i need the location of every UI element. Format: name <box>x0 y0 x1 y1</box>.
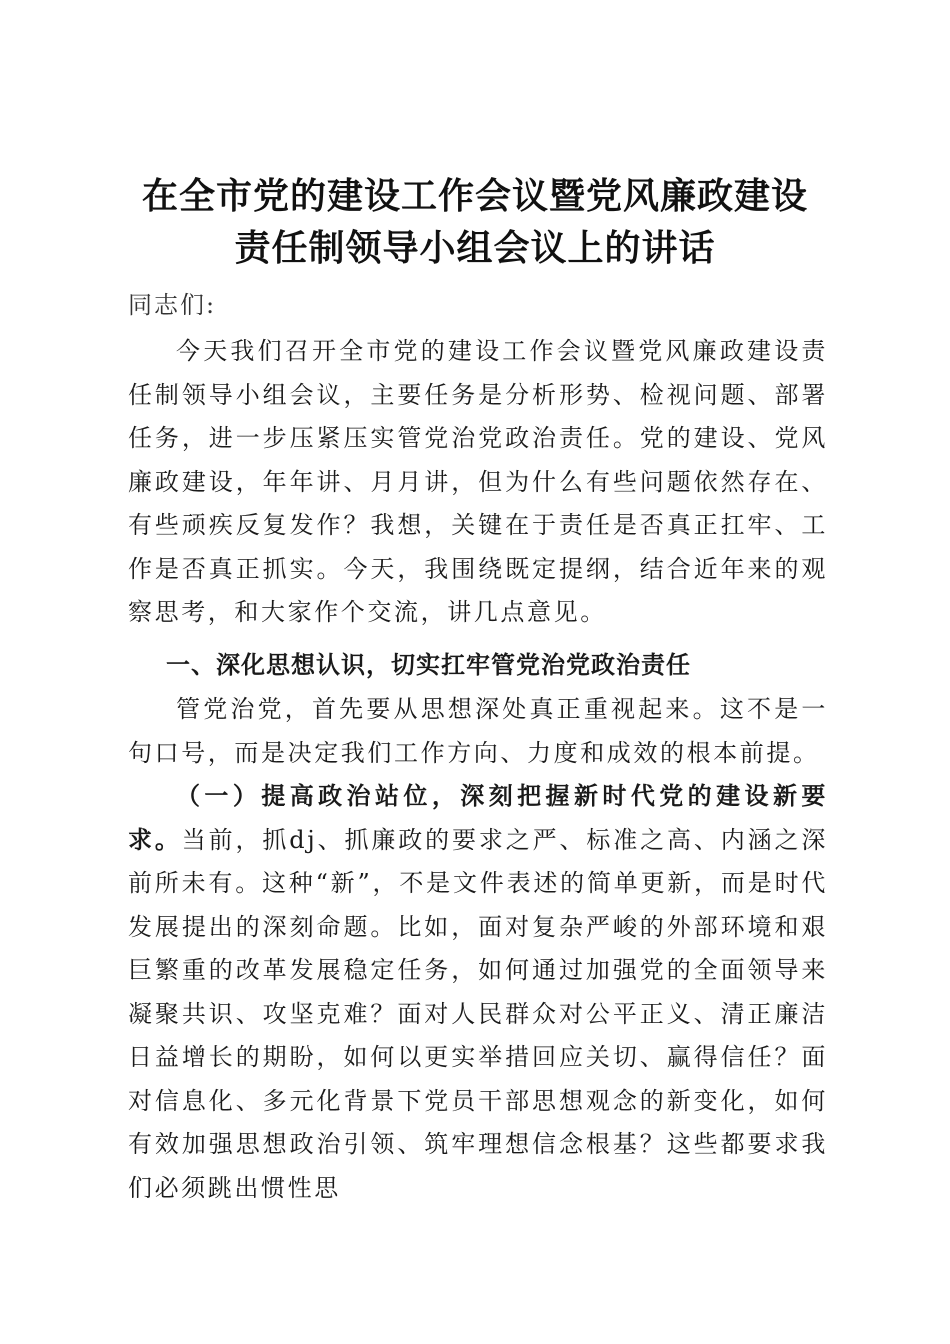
document-title-line-1: 在全市党的建设工作会议暨党风廉政建设 <box>141 176 808 217</box>
subsection-1-body-text: 当前，抓dj、抓廉政的要求之严、标准之高、内涵之深前所未有。这种“新”，不是文件表述的简单更新，而是时代发展提出的深刻命题。比如，面对复杂严峻的外部环境和艰巨繁重的改革发展稳定任务，如何通过加强党的全面领导来凝聚共识、攻坚克难？面对人民群众对公平正义、清正廉洁日益增长的期盼，如何以更实举措回应关切、赢得信任？面对信息化、多元化背景下党员干部思想观念的新变化，如何有效加强思想政治引领、筑牢理想信念根基？这些都要求我们必须跳出惯性思 <box>128 825 828 1202</box>
opening-paragraph: 今天我们召开全市党的建设工作会议暨党风廉政建设责任制领导小组会议，主要任务是分析形势、检视问题、部署任务，进一步压紧压实管党治党政治责任。党的建设、党风廉政建设，年年讲、月月讲，但为什么有些问题依然存在、有些顽疾反复发作？我想，关键在于责任是否真正扛牢、工作是否真正抓实。今天，我围绕既定提纲，结合近年来的观察思考，和大家作个交流，讲几点意见。 <box>128 337 828 626</box>
document-title-line-2: 责任制领导小组会议上的讲话 <box>234 228 716 269</box>
salutation: 同志们: <box>128 291 217 319</box>
subsection-1-paragraph <box>128 775 828 1210</box>
subsection-1-lead-sentence: （一）提高政治站位，深刻把握新时代党的建设新要求。 <box>128 782 828 854</box>
section-1-intro-paragraph: 管党治党，首先要从思想深处真正重视起来。这不是一句口号，而是决定我们工作方向、力度和成效的根本前提。 <box>128 695 828 767</box>
section-heading-1: 一、深化思想认识，切实扛牢管党治党政治责任 <box>166 651 691 679</box>
